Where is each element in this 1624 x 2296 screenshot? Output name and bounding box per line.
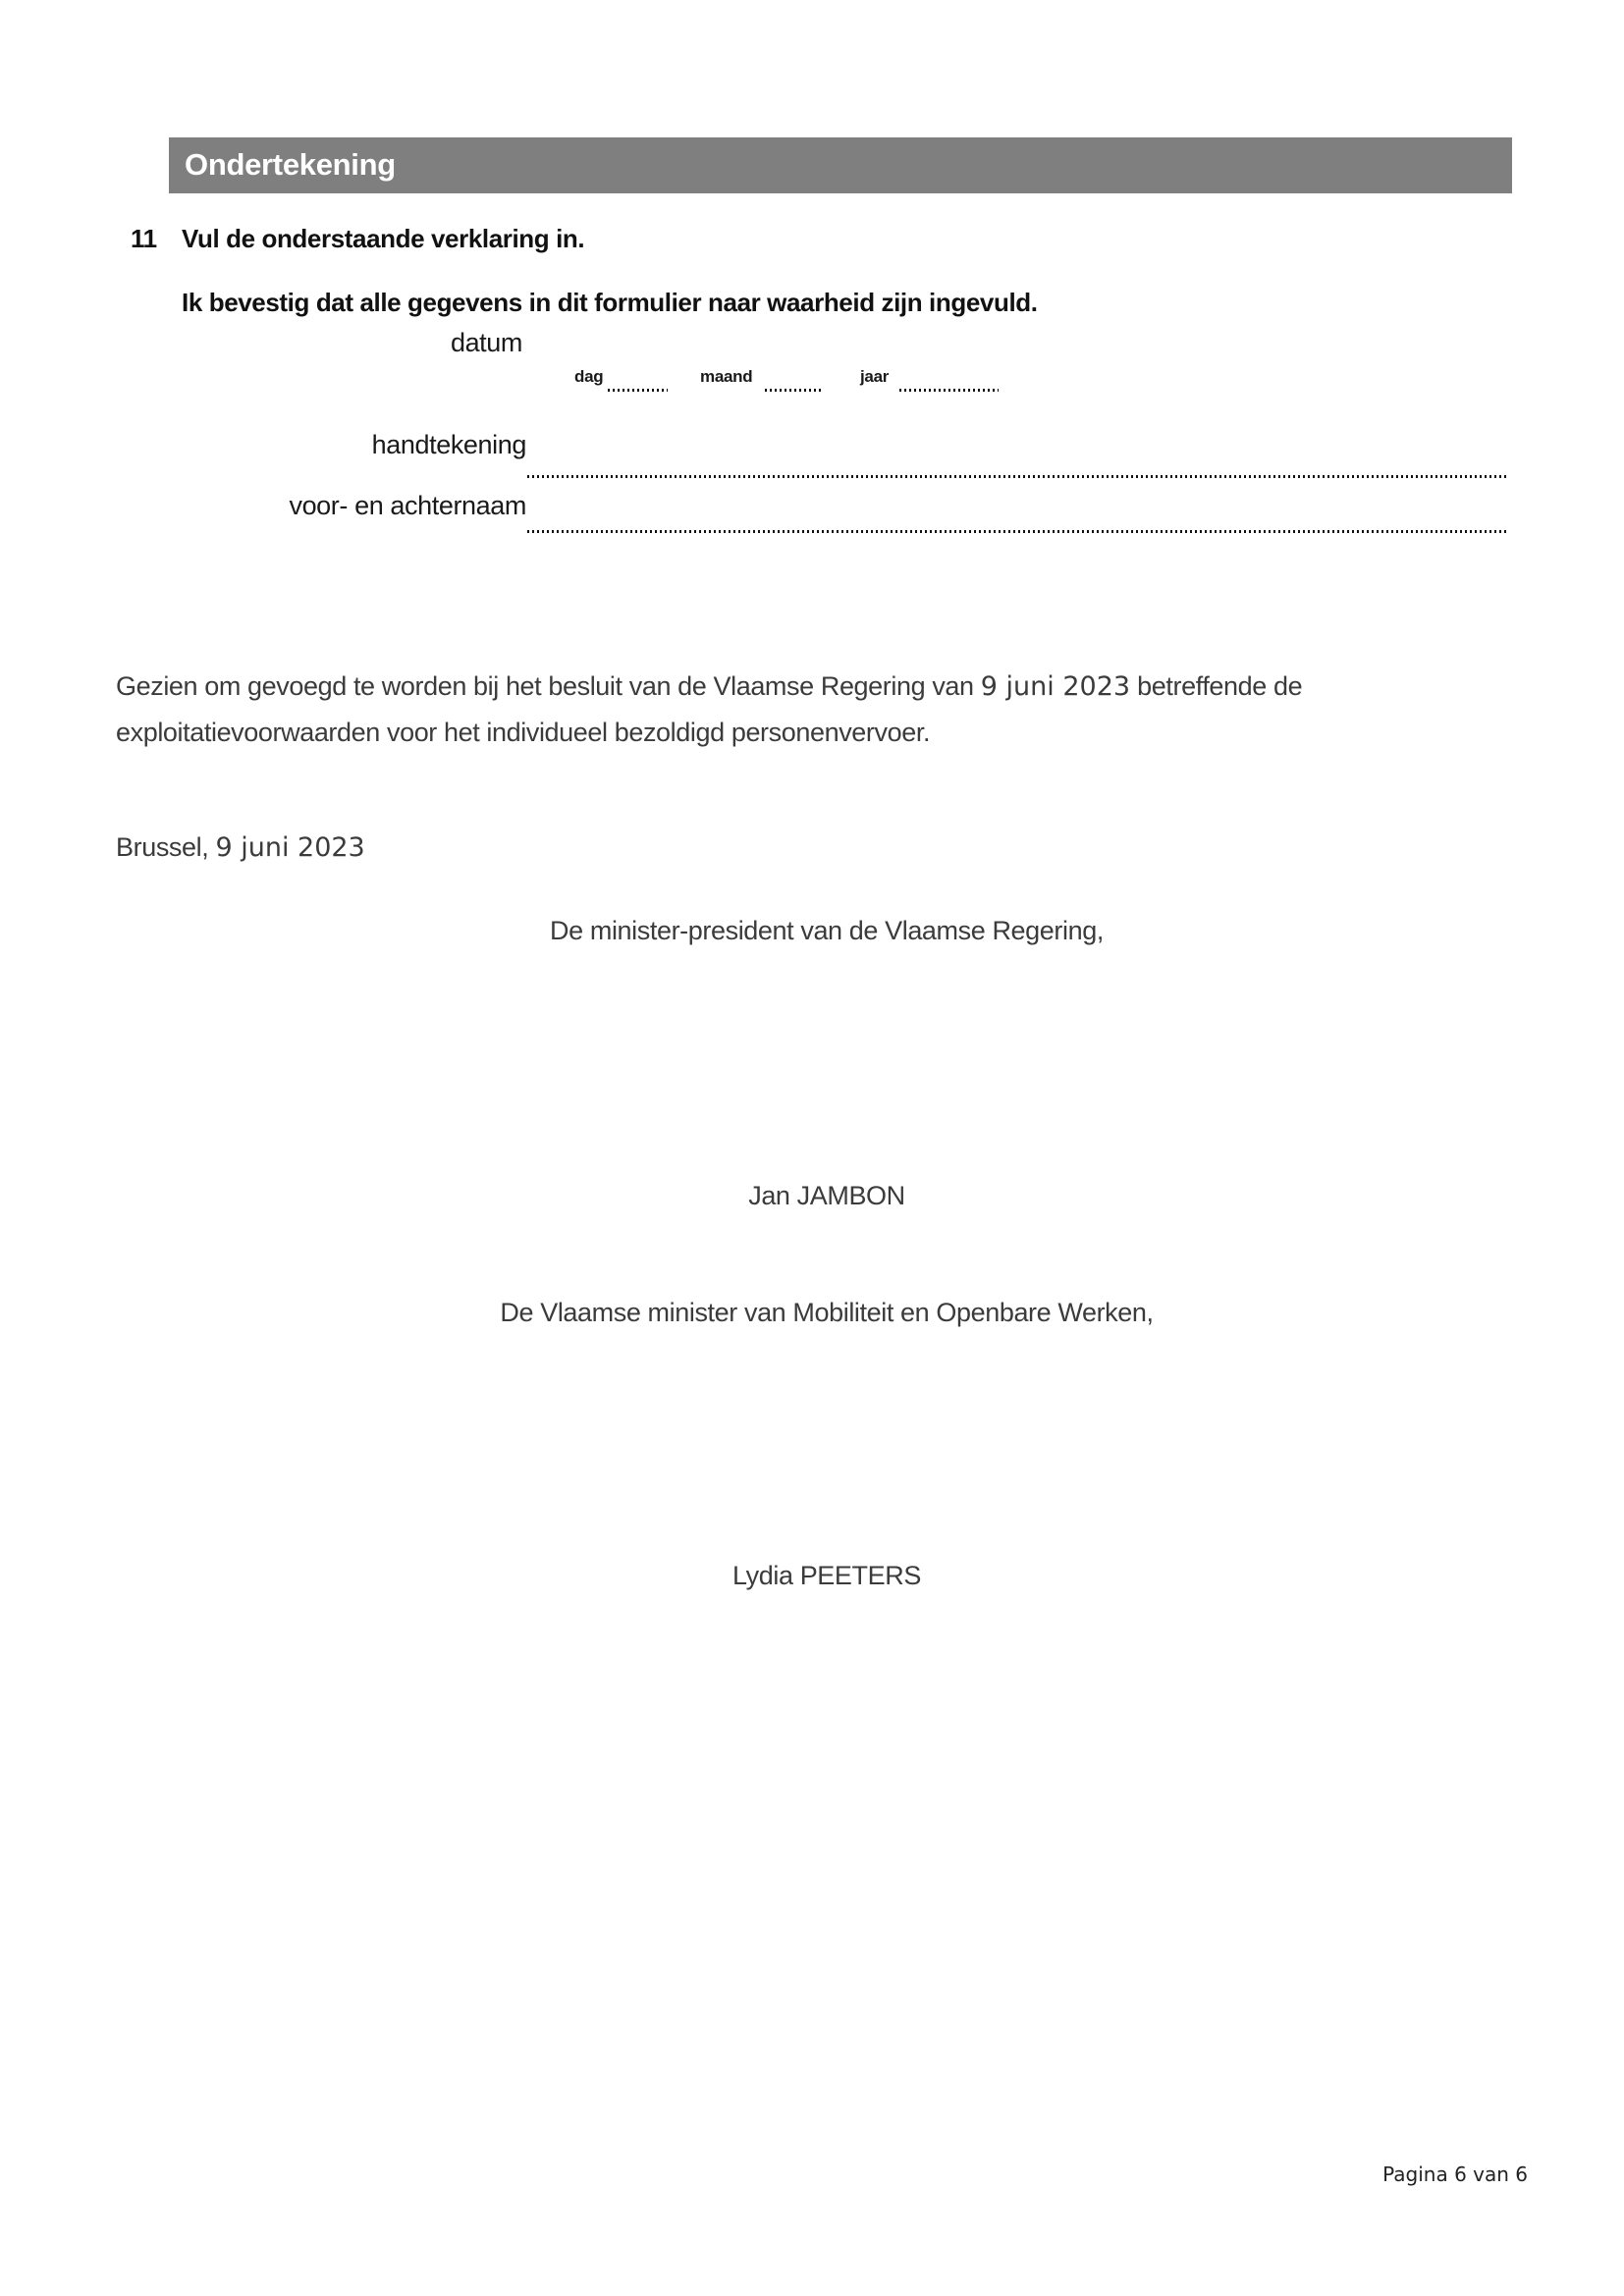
signature-fill-line[interactable] (527, 475, 1509, 478)
mobility-minister-name: Lydia PEETERS (732, 1561, 921, 1590)
day-fill-line[interactable] (608, 389, 668, 392)
month-label: maand (700, 367, 753, 386)
place-date: 9 juni 2023 (215, 832, 365, 863)
name-fill-line[interactable] (527, 530, 1509, 533)
confirmation-statement: Ik bevestig dat alle gegevens in dit formulier naar waarheid zijn ingevuld. (182, 288, 1038, 317)
closing-date: 9 juni 2023 (980, 671, 1131, 702)
section-title: Ondertekening (185, 147, 396, 182)
closing-paragraph (116, 664, 1510, 755)
question-label: Vul de onderstaande verklaring in. (182, 224, 585, 253)
place-prefix: Brussel, (116, 832, 209, 862)
minister-president-title: De minister-president van de Vlaamse Regering, (550, 916, 1104, 945)
month-fill-line[interactable] (765, 389, 824, 392)
year-label: jaar (860, 367, 890, 386)
question-number: 11 (131, 224, 157, 253)
closing-paragraph-text-before: Gezien om gevoegd te worden bij het besluit van de Vlaamse Regering van (116, 671, 974, 701)
signature-label: handtekening (371, 430, 526, 459)
mobility-minister-title: De Vlaamse minister van Mobiliteit en Openbare Werken, (500, 1298, 1154, 1327)
day-label: dag (574, 367, 604, 386)
section-header-bar (169, 137, 1512, 193)
date-label: datum (450, 328, 522, 357)
minister-president-name: Jan JAMBON (748, 1181, 905, 1210)
closing-paragraph-text-after: betreffende de exploitatievoorwaarden voor het individueel bezoldigd personenvervoer. (116, 671, 1303, 747)
place-date-line (116, 832, 365, 863)
page-number: Pagina 6 van 6 (1382, 2163, 1528, 2186)
name-label: voor- en achternaam (289, 491, 526, 520)
year-fill-line[interactable] (899, 389, 999, 392)
